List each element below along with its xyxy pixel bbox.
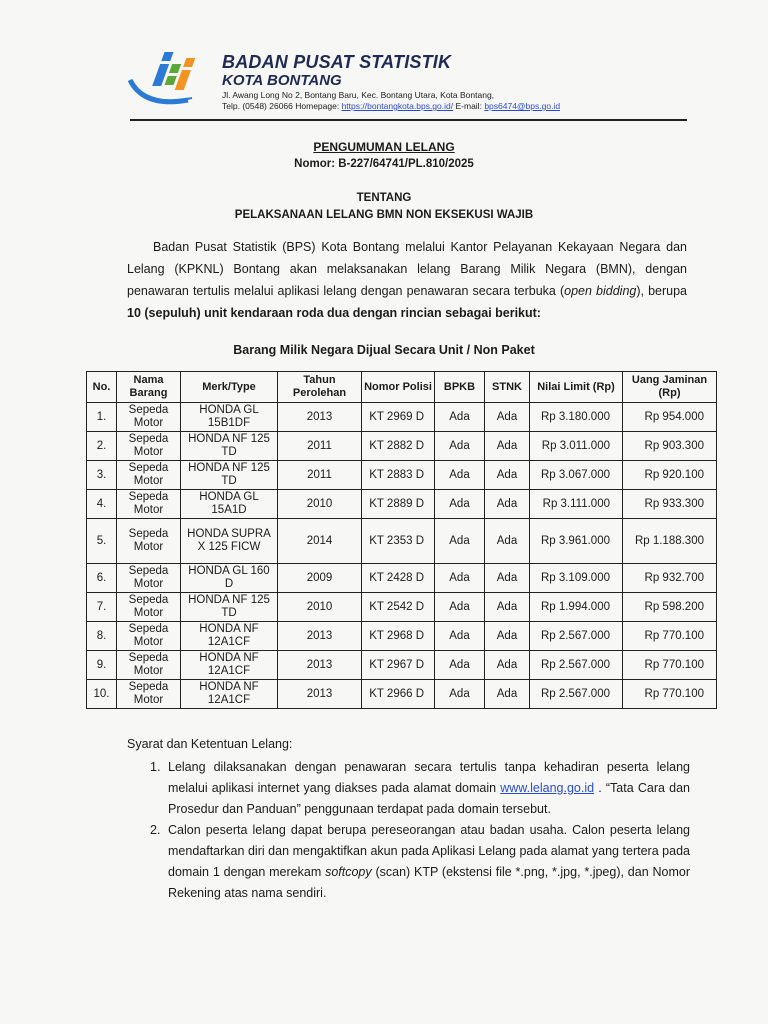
cell-limit: Rp 3.111.000	[530, 490, 623, 519]
terms-list	[150, 757, 690, 904]
cell-brand: HONDA NF 12A1CF	[181, 651, 278, 680]
cell-stnk: Ada	[485, 461, 530, 490]
cell-no: 6.	[87, 564, 117, 593]
intro-text-2: ), berupa	[636, 284, 687, 298]
cell-limit: Rp 3.180.000	[530, 403, 623, 432]
cell-year: 2014	[278, 519, 362, 564]
terms-title: Syarat dan Ketentuan Lelang:	[127, 737, 293, 751]
cell-name: Sepeda Motor	[117, 593, 181, 622]
org-name: BADAN PUSAT STATISTIK	[222, 52, 452, 72]
items-table	[86, 371, 717, 709]
org-city: KOTA BONTANG	[222, 72, 342, 89]
intro-paragraph	[127, 236, 687, 324]
cell-limit: Rp 3.011.000	[530, 432, 623, 461]
cell-name: Sepeda Motor	[117, 680, 181, 709]
bps-logo	[126, 48, 216, 114]
table-row	[87, 403, 717, 432]
cell-stnk: Ada	[485, 519, 530, 564]
cell-name: Sepeda Motor	[117, 432, 181, 461]
col-name: Nama Barang	[117, 372, 181, 403]
cell-plate: KT 2968 D	[362, 622, 435, 651]
cell-bpkb: Ada	[435, 593, 485, 622]
table-row	[87, 564, 717, 593]
email-link[interactable]: bps6474@bps.go.id	[484, 101, 561, 111]
header-divider	[130, 119, 687, 121]
cell-deposit: Rp 954.000	[623, 403, 717, 432]
cell-limit: Rp 3.109.000	[530, 564, 623, 593]
cell-brand: HONDA GL 15A1D	[181, 490, 278, 519]
cell-bpkb: Ada	[435, 432, 485, 461]
cell-limit: Rp 2.567.000	[530, 622, 623, 651]
col-deposit: Uang Jaminan (Rp)	[623, 372, 717, 403]
cell-year: 2013	[278, 651, 362, 680]
cell-brand: HONDA GL 15B1DF	[181, 403, 278, 432]
term-1-text-b: . “Tata Cara dan Prosedur dan Panduan” penggunaan terdapat pada domain tersebut.	[168, 781, 690, 816]
table-row	[87, 622, 717, 651]
cell-plate: KT 2883 D	[362, 461, 435, 490]
cell-brand: HONDA GL 160 D	[181, 564, 278, 593]
cell-deposit: Rp 770.100	[623, 651, 717, 680]
cell-stnk: Ada	[485, 593, 530, 622]
phone-label: Telp. (0548) 26066 Homepage:	[222, 101, 340, 111]
table-row	[87, 519, 717, 564]
cell-name: Sepeda Motor	[117, 490, 181, 519]
intro-text-1: Badan Pusat Statistik (BPS) Kota Bontang melalui Kantor Pelayanan Kekayaan Negara dan Lelang (KPKNL) Bontang akan melaksanakan lelang Barang Milik Negara (BMN), dengan penawaran tertulis melalui aplikasi lelang dengan penawaran secara terbuka (	[127, 240, 687, 298]
cell-deposit: Rp 1.188.300	[623, 519, 717, 564]
cell-stnk: Ada	[485, 680, 530, 709]
cell-bpkb: Ada	[435, 519, 485, 564]
cell-no: 4.	[87, 490, 117, 519]
table-caption: Barang Milik Negara Dijual Secara Unit / Non Paket	[233, 343, 535, 357]
cell-plate: KT 2969 D	[362, 403, 435, 432]
announcement-number: Nomor: B-227/64741/PL.810/2025	[294, 158, 474, 170]
cell-no: 8.	[87, 622, 117, 651]
term-number: 1.	[150, 760, 161, 774]
table-row	[87, 490, 717, 519]
term-1-text-a: Lelang dilaksanakan dengan penawaran secara tertulis tanpa kehadiran peserta lelang melalui aplikasi internet yang diakses pada alamat domain	[168, 760, 690, 795]
cell-brand: HONDA NF 125 TD	[181, 461, 278, 490]
cell-limit: Rp 1.994.000	[530, 593, 623, 622]
cell-deposit: Rp 903.300	[623, 432, 717, 461]
cell-bpkb: Ada	[435, 564, 485, 593]
cell-plate: KT 2353 D	[362, 519, 435, 564]
cell-no: 3.	[87, 461, 117, 490]
cell-stnk: Ada	[485, 651, 530, 680]
cell-bpkb: Ada	[435, 403, 485, 432]
cell-limit: Rp 3.067.000	[530, 461, 623, 490]
col-no: No.	[87, 372, 117, 403]
cell-no: 10.	[87, 680, 117, 709]
cell-no: 1.	[87, 403, 117, 432]
cell-stnk: Ada	[485, 403, 530, 432]
table-row	[87, 461, 717, 490]
cell-brand: HONDA NF 12A1CF	[181, 622, 278, 651]
cell-year: 2013	[278, 403, 362, 432]
cell-no: 7.	[87, 593, 117, 622]
cell-year: 2011	[278, 432, 362, 461]
cell-deposit: Rp 770.100	[623, 680, 717, 709]
announcement-title: PENGUMUMAN LELANG	[313, 140, 455, 154]
cell-bpkb: Ada	[435, 622, 485, 651]
announcement-about: TENTANG	[356, 192, 412, 204]
intro-bold: 10 (sepuluh) unit kendaraan roda dua dengan rincian sebagai berikut:	[127, 306, 541, 320]
cell-brand: HONDA NF 125 TD	[181, 432, 278, 461]
col-plate: Nomor Polisi	[362, 372, 435, 403]
cell-stnk: Ada	[485, 564, 530, 593]
term-2-text-a: Calon peserta lelang dapat berupa pereseorangan atau badan usaha. Calon peserta lelang mendaftarkan diri dan mengaktifkan akun pada Aplikasi Lelang pada alamat yang tertera pada domain 1 dengan merekam	[168, 823, 690, 879]
announcement-subject: PELAKSANAAN LELANG BMN NON EKSEKUSI WAJIB	[234, 209, 534, 221]
cell-no: 5.	[87, 519, 117, 564]
cell-bpkb: Ada	[435, 680, 485, 709]
table-row	[87, 651, 717, 680]
table-header-row	[87, 372, 717, 403]
cell-year: 2013	[278, 622, 362, 651]
cell-brand: HONDA NF 125 TD	[181, 593, 278, 622]
cell-name: Sepeda Motor	[117, 622, 181, 651]
cell-deposit: Rp 770.100	[623, 622, 717, 651]
cell-name: Sepeda Motor	[117, 564, 181, 593]
lelang-link[interactable]: www.lelang.go.id	[500, 781, 595, 795]
table-row	[87, 680, 717, 709]
cell-no: 2.	[87, 432, 117, 461]
term-number: 2.	[150, 823, 161, 837]
org-address: Jl. Awang Long No 2, Bontang Baru, Kec. Bontang Utara, Kota Bontang,	[222, 90, 495, 100]
col-brand: Merk/Type	[181, 372, 278, 403]
cell-limit: Rp 2.567.000	[530, 651, 623, 680]
email-label: E-mail:	[455, 101, 482, 111]
cell-plate: KT 2542 D	[362, 593, 435, 622]
cell-year: 2010	[278, 490, 362, 519]
term-item-1	[150, 757, 690, 820]
cell-deposit: Rp 920.100	[623, 461, 717, 490]
cell-brand: HONDA NF 12A1CF	[181, 680, 278, 709]
cell-stnk: Ada	[485, 432, 530, 461]
cell-bpkb: Ada	[435, 461, 485, 490]
cell-name: Sepeda Motor	[117, 519, 181, 564]
cell-deposit: Rp 932.700	[623, 564, 717, 593]
col-limit: Nilai Limit (Rp)	[530, 372, 623, 403]
col-bpkb: BPKB	[435, 372, 485, 403]
col-year: Tahun Perolehan	[278, 372, 362, 403]
org-contact	[222, 101, 560, 111]
cell-bpkb: Ada	[435, 651, 485, 680]
cell-stnk: Ada	[485, 622, 530, 651]
cell-name: Sepeda Motor	[117, 403, 181, 432]
cell-brand: HONDA SUPRA X 125 FICW	[181, 519, 278, 564]
cell-year: 2011	[278, 461, 362, 490]
table-row	[87, 593, 717, 622]
cell-year: 2010	[278, 593, 362, 622]
homepage-link[interactable]: https://bontangkota.bps.go.id/	[341, 101, 454, 111]
cell-plate: KT 2967 D	[362, 651, 435, 680]
cell-plate: KT 2428 D	[362, 564, 435, 593]
cell-deposit: Rp 933.300	[623, 490, 717, 519]
term-2-text-b: (scan) KTP (ekstensi file *.png, *.jpg, *.jpeg), dan Nomor Rekening atas nama sendiri.	[168, 865, 690, 900]
cell-stnk: Ada	[485, 490, 530, 519]
cell-limit: Rp 3.961.000	[530, 519, 623, 564]
cell-plate: KT 2889 D	[362, 490, 435, 519]
cell-no: 9.	[87, 651, 117, 680]
table-body	[87, 403, 717, 709]
table-row	[87, 432, 717, 461]
cell-plate: KT 2882 D	[362, 432, 435, 461]
cell-year: 2013	[278, 680, 362, 709]
term-2-italic: softcopy	[325, 865, 372, 879]
cell-plate: KT 2966 D	[362, 680, 435, 709]
cell-name: Sepeda Motor	[117, 461, 181, 490]
cell-bpkb: Ada	[435, 490, 485, 519]
term-item-2	[150, 820, 690, 904]
col-stnk: STNK	[485, 372, 530, 403]
cell-limit: Rp 2.567.000	[530, 680, 623, 709]
cell-year: 2009	[278, 564, 362, 593]
cell-deposit: Rp 598.200	[623, 593, 717, 622]
cell-name: Sepeda Motor	[117, 651, 181, 680]
intro-italic: open bidding	[564, 284, 637, 298]
